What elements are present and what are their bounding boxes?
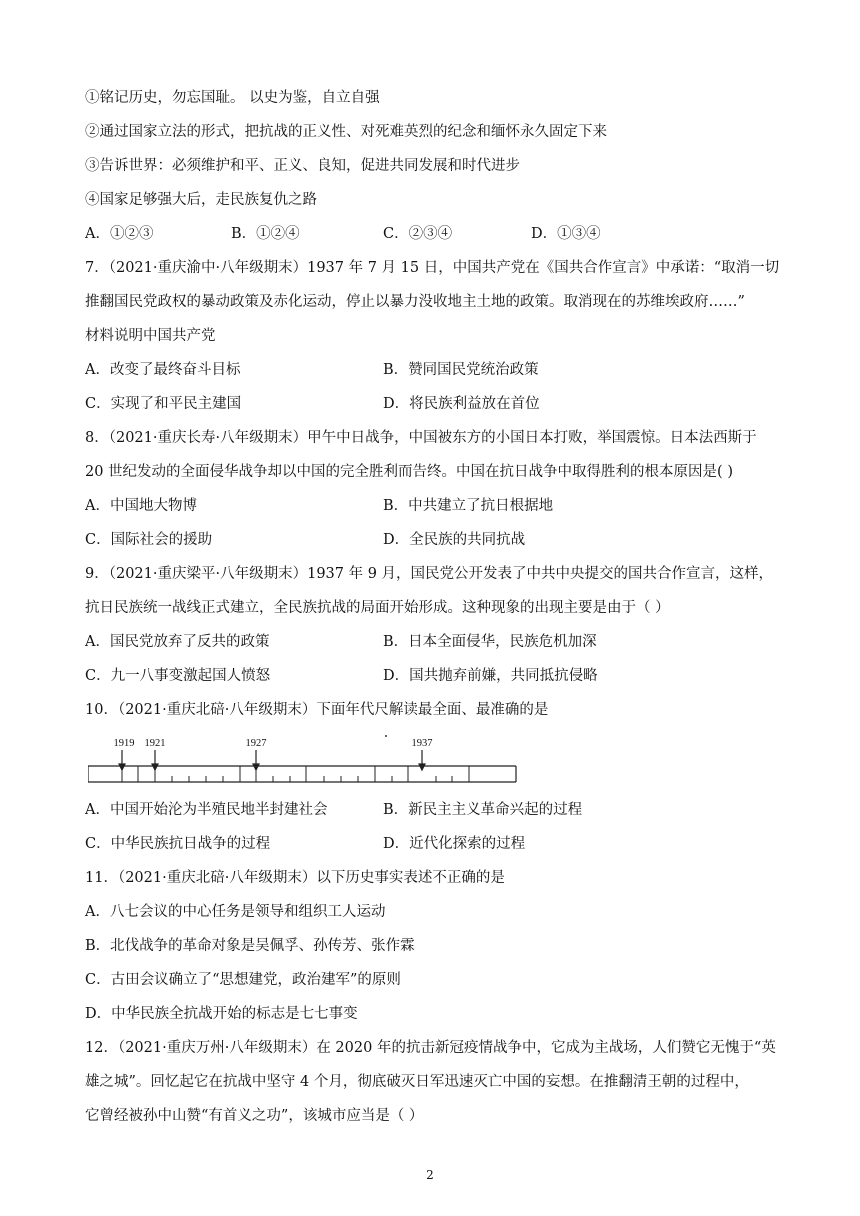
q11-option-c: C．古田会议确立了“思想建党，政治建军”的原则 xyxy=(85,972,401,988)
timeline-arrow-1921-head xyxy=(152,764,158,770)
q8-stem-line-1: 8．（2021·重庆长寿·八年级期末）甲午中日战争，中国被东方的小国日本打败，举国震惊。日本法西斯于 xyxy=(85,430,757,446)
q11-option-b: B．北伐战争的革命对象是吴佩孚、孙传芳、张作霖 xyxy=(85,938,415,954)
q10-option-d: D．近代化探索的过程 xyxy=(383,836,526,852)
q10-stem: 10．（2021·重庆北碚·八年级期末）下面年代尺解读最全面、最准确的是 xyxy=(85,702,549,718)
q6-option-d: D．①③④ xyxy=(531,226,601,242)
q9-stem-line-2: 抗日民族统一战线正式建立，全民族抗战的局面开始形成。这种现象的出现主要是由于（ ） xyxy=(85,600,670,616)
statement-2: ②通过国家立法的形式，把抗战的正义性、对死难英烈的纪念和缅怀永久固定下来 xyxy=(85,124,607,140)
timeline-year-1927: 1927 xyxy=(245,738,267,749)
q8-option-c: C．国际社会的援助 xyxy=(85,532,213,548)
timeline-year-1937: 1937 xyxy=(411,738,433,749)
timeline-arrow-1919-head xyxy=(119,764,125,770)
q7-stem-line-3: 材料说明中国共产党 xyxy=(85,328,216,344)
q12-stem-line-1: 12．（2021·重庆万州·八年级期末）在 2020 年的抗击新冠疫情战争中，它成为主战场，人们赞它无愧于“英 xyxy=(85,1040,776,1056)
q6-option-b: B．①②④ xyxy=(231,226,300,242)
timeline-arrow-1927-head xyxy=(253,764,259,770)
speck-dot xyxy=(385,735,387,737)
q12-stem-line-3: 它曾经被孙中山赞“有首义之功”，该城市应当是（ ） xyxy=(85,1108,424,1124)
q10-option-c: C．中华民族抗日战争的过程 xyxy=(85,836,271,852)
statement-1: ①铭记历史，勿忘国耻。 以史为鉴，自立自强 xyxy=(85,90,380,106)
page-number: 2 xyxy=(426,1168,434,1182)
q6-option-a: A．①②③ xyxy=(85,226,154,242)
q11-option-a: A．八七会议的中心任务是领导和组织工人运动 xyxy=(85,904,386,920)
q9-stem-line-1: 9．（2021·重庆梁平·八年级期末）1937 年 9 月，国民党公开发表了中共中央提交的国共合作宣言，这样， xyxy=(85,566,774,582)
statement-3: ③告诉世界：必须维护和平、正义、良知，促进共同发展和时代进步 xyxy=(85,158,520,174)
q11-stem: 11．（2021·重庆北碚·八年级期末）以下历史事实表述不正确的是 xyxy=(85,870,505,886)
q10-option-a: A．中国开始沦为半殖民地半封建社会 xyxy=(85,802,328,818)
statement-4: ④国家足够强大后，走民族复仇之路 xyxy=(85,192,317,208)
q8-option-a: A．中国地大物博 xyxy=(85,498,197,514)
q8-option-b: B．中共建立了抗日根据地 xyxy=(383,498,554,514)
timeline-arrow-1937-head xyxy=(419,764,425,770)
q12-stem-line-2: 雄之城”。回忆起它在抗战中坚守 4 个月，彻底破灭日军迅速灭亡中国的妄想。在推翻清王朝的过程中， xyxy=(85,1074,749,1090)
timeline-year-1921: 1921 xyxy=(144,738,166,749)
timeline-ruler xyxy=(88,734,520,790)
q9-option-b: B．日本全面侵华，民族危机加深 xyxy=(383,634,597,650)
q9-option-d: D．国共抛弃前嫌，共同抵抗侵略 xyxy=(383,668,598,684)
q7-option-b: B．赞同国民党统治政策 xyxy=(383,362,539,378)
q7-option-a: A．改变了最终奋斗目标 xyxy=(85,362,241,378)
q7-option-c: C．实现了和平民主建国 xyxy=(85,396,242,412)
q10-option-b: B．新民主主义革命兴起的过程 xyxy=(383,802,583,818)
q8-stem-line-2: 20 世纪发动的全面侵华战争却以中国的完全胜利而告终。中国在抗日战争中取得胜利的根本原因是( ) xyxy=(85,464,733,480)
q6-option-c: C．②③④ xyxy=(383,226,453,242)
q9-option-a: A．国民党放弃了反共的政策 xyxy=(85,634,270,650)
q8-option-d: D．全民族的共同抗战 xyxy=(383,532,526,548)
q11-option-d: D．中华民族全抗战开始的标志是七七事变 xyxy=(85,1006,358,1022)
q7-stem-line-2: 推翻国民党政权的暴动政策及赤化运动，停止以暴力没收地主土地的政策。取消现在的苏维埃政府……” xyxy=(85,294,745,310)
q9-option-c: C．九一八事变激起国人愤怒 xyxy=(85,668,271,684)
q7-option-d: D．将民族利益放在首位 xyxy=(383,396,540,412)
timeline-year-1919: 1919 xyxy=(113,738,135,749)
q7-stem-line-1: 7．（2021·重庆渝中·八年级期末）1937 年 7 月 15 日，中国共产党在《国共合作宣言》中承诺：“取消一切 xyxy=(85,260,780,276)
